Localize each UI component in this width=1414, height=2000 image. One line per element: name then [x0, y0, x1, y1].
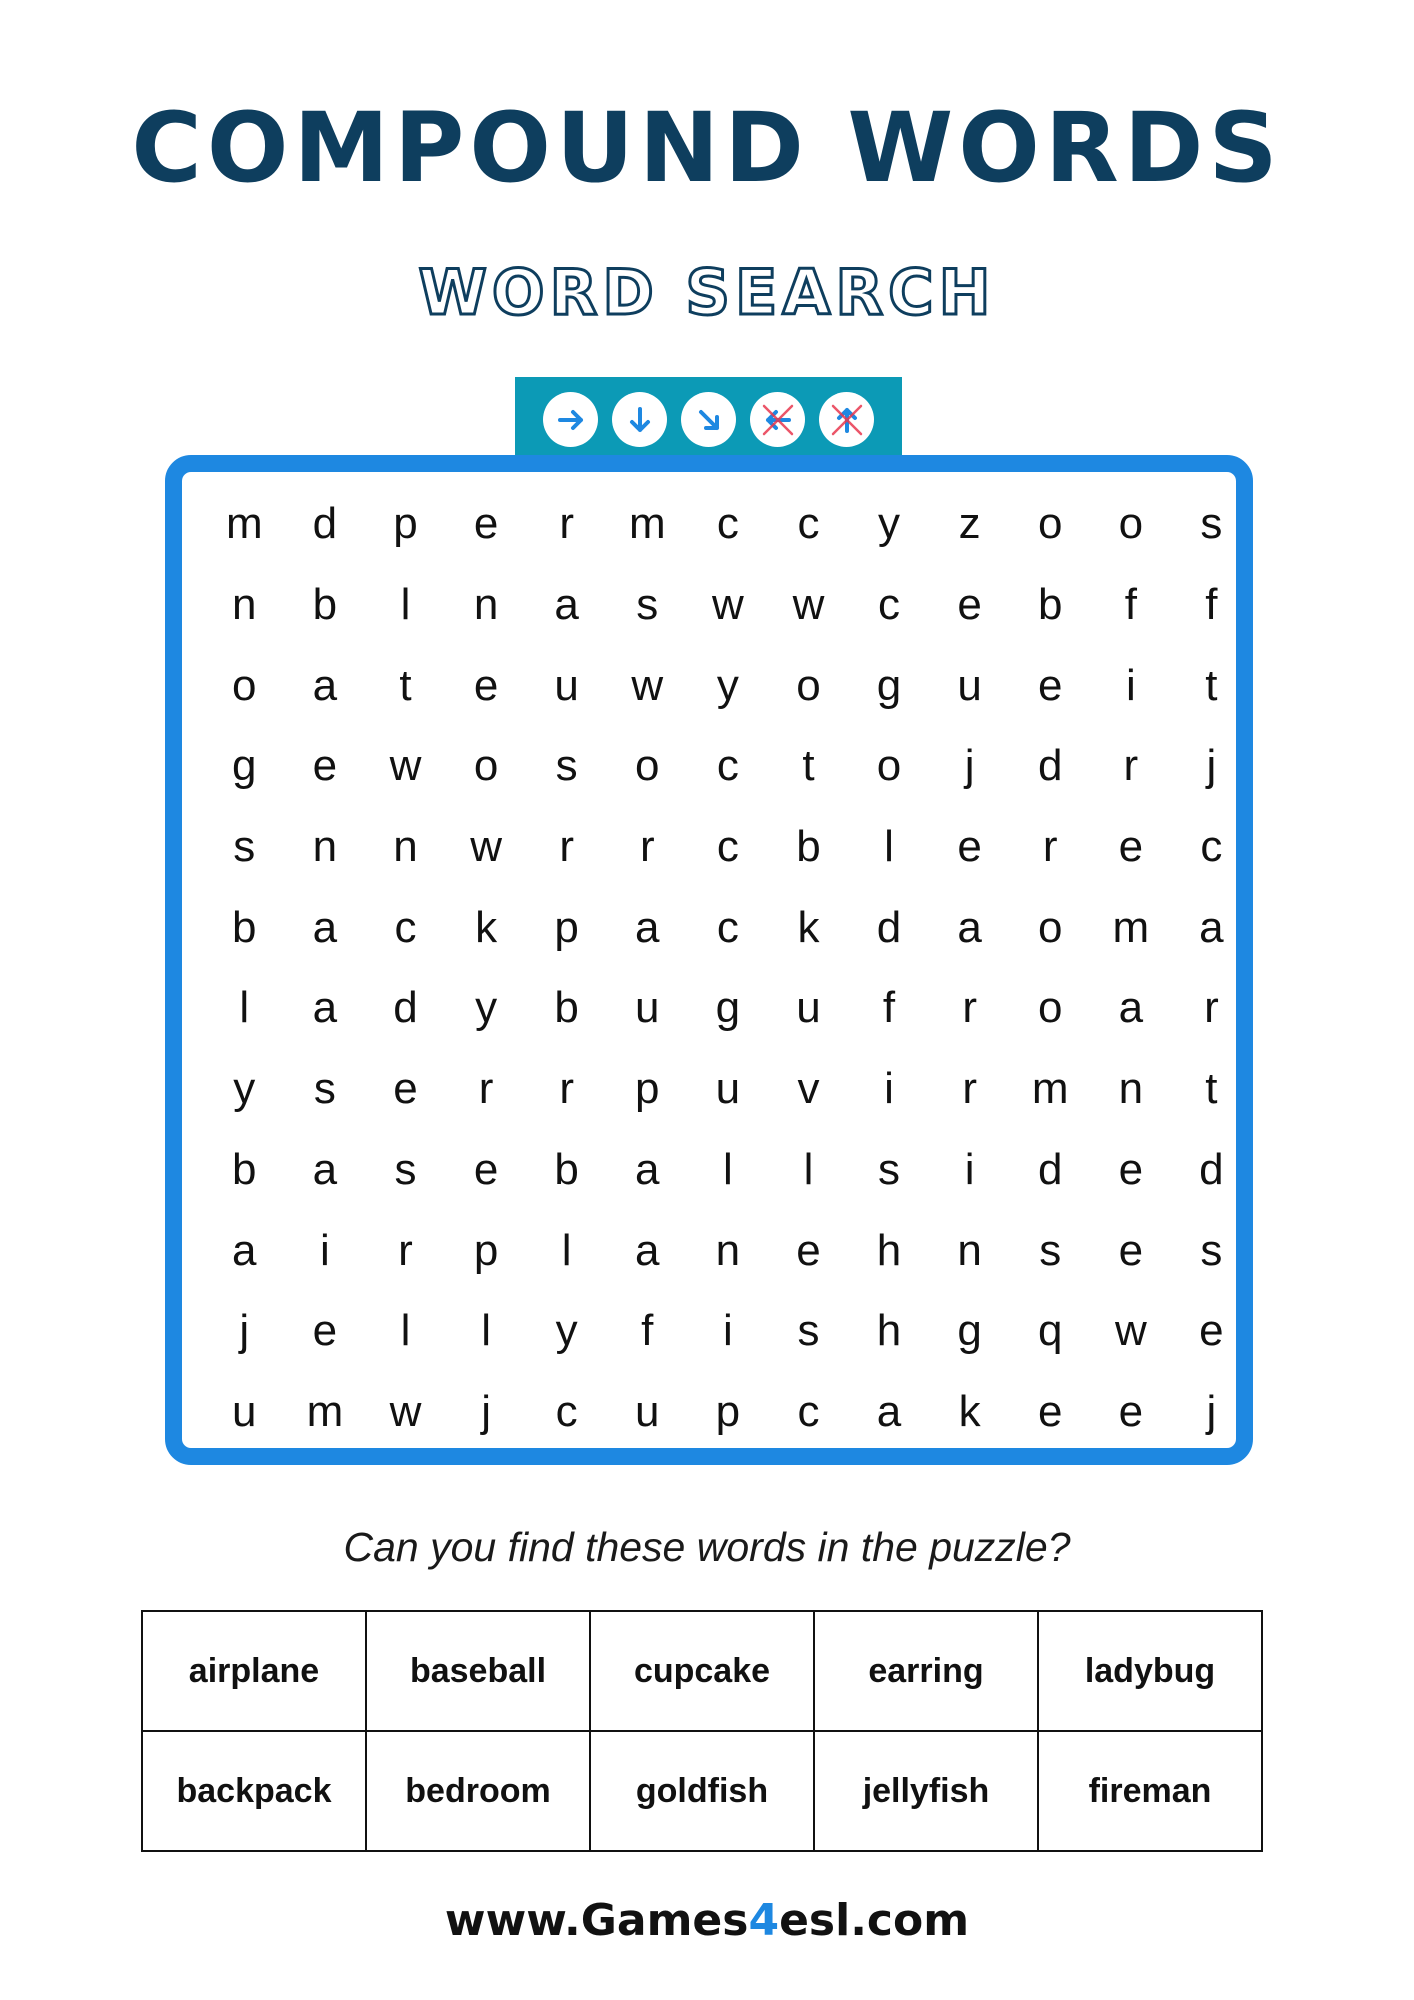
grid-letter: s: [1200, 1225, 1223, 1275]
grid-letter: a: [635, 1144, 660, 1194]
grid-letter: p: [393, 499, 418, 549]
grid-letter: a: [1199, 902, 1224, 952]
grid-letter: q: [1037, 1306, 1063, 1356]
grid-letter: m: [1031, 1064, 1069, 1114]
grid-letter: s: [1200, 499, 1223, 549]
grid-letter: o: [232, 660, 257, 710]
grid-letter: s: [797, 1306, 820, 1356]
grid-letter: p: [554, 902, 579, 952]
grid-letter: s: [555, 741, 578, 791]
grid-letter: r: [1204, 983, 1219, 1033]
grid-letter: n: [957, 1225, 982, 1275]
grid-letter: a: [232, 1225, 257, 1275]
grid-letter: b: [232, 1144, 257, 1194]
site-url: [0, 1895, 1414, 1946]
grid-letter: o: [635, 741, 660, 791]
grid-letter: a: [312, 902, 338, 952]
grid-letter: b: [554, 983, 579, 1033]
grid-letter: r: [962, 1064, 977, 1114]
grid-letter: o: [1118, 499, 1144, 549]
arrow-down-icon: [612, 392, 667, 447]
word-item: goldfish: [590, 1731, 814, 1851]
grid-letter: g: [957, 1306, 982, 1356]
word-item: earring: [814, 1611, 1038, 1731]
grid-letter: r: [1042, 822, 1058, 872]
grid-letter: r: [559, 1064, 574, 1114]
instructions: Can you find these words in the puzzle?: [343, 1524, 1071, 1570]
grid-letter: h: [876, 1225, 902, 1275]
grid-letter: y: [716, 660, 739, 710]
grid-letter: r: [559, 822, 574, 872]
grid-letter: r: [478, 1064, 494, 1114]
grid-letter: e: [473, 1144, 499, 1194]
grid-letter: y: [475, 983, 498, 1033]
site-url-suffix: esl.com: [779, 1895, 970, 1946]
arrow-up-disallowed-icon: [819, 392, 874, 447]
grid-letter: e: [1037, 660, 1063, 710]
grid-letter: c: [716, 822, 739, 872]
grid-letter: d: [312, 499, 338, 549]
grid-letter: c: [716, 741, 739, 791]
grid-letter: d: [1037, 741, 1063, 791]
grid-letter: u: [554, 660, 579, 710]
grid-letter: z: [958, 499, 981, 549]
grid-letter: p: [715, 1386, 741, 1436]
grid-letter: a: [876, 1386, 902, 1436]
arrow-right-icon: [543, 392, 598, 447]
grid-letter: e: [957, 580, 982, 630]
word-item: backpack: [142, 1731, 366, 1851]
grid-letter: r: [1123, 741, 1139, 791]
grid-letter: n: [232, 580, 257, 630]
grid-letter: f: [1124, 580, 1137, 630]
word-item: ladybug: [1038, 1611, 1262, 1731]
grid-letter: a: [312, 983, 338, 1033]
grid-letter: k: [475, 902, 498, 952]
grid-letter: d: [876, 902, 902, 952]
grid-letter: h: [876, 1306, 902, 1356]
grid-letter: y: [555, 1306, 578, 1356]
grid-letter: d: [1037, 1144, 1063, 1194]
grid-letter: c: [797, 1386, 820, 1436]
grid-letter: o: [876, 741, 902, 791]
grid-letter: n: [312, 822, 338, 872]
grid-letter: c: [1200, 822, 1223, 872]
grid-letter: t: [399, 660, 412, 710]
grid-letter: i: [884, 1064, 894, 1114]
grid-letter: c: [716, 902, 739, 952]
grid-letter: s: [636, 580, 659, 630]
grid-letter: c: [394, 902, 417, 952]
grid-letter: l: [803, 1144, 814, 1194]
grid-letter: b: [1037, 580, 1063, 630]
grid-letter: l: [400, 580, 411, 630]
grid-letter: m: [1112, 902, 1150, 952]
page-title: COMPOUND WORDS: [131, 92, 1283, 204]
grid-letter: a: [1118, 983, 1144, 1033]
grid-letter: j: [1206, 741, 1217, 791]
grid-letter: w: [1114, 1306, 1147, 1356]
grid-letter: e: [1118, 822, 1144, 872]
puzzle-grid-frame: [165, 455, 1253, 1465]
grid-letter: a: [635, 1225, 660, 1275]
grid-letter: e: [393, 1064, 418, 1114]
grid-letter: d: [1199, 1144, 1224, 1194]
word-row: [142, 1731, 1262, 1851]
grid-letter: l: [481, 1306, 491, 1356]
grid-letter: w: [389, 741, 422, 791]
grid-letter: s: [394, 1144, 417, 1194]
grid-letter: u: [957, 660, 982, 710]
grid-letter: k: [797, 902, 820, 952]
grid-letter: c: [797, 499, 820, 549]
grid-letter: s: [313, 1064, 336, 1114]
grid-letter: e: [1037, 1386, 1063, 1436]
grid-letter: a: [312, 1144, 338, 1194]
grid-letter: n: [1118, 1064, 1144, 1114]
grid-letter: d: [393, 983, 418, 1033]
grid-letter: u: [635, 983, 660, 1033]
grid-letter: f: [882, 983, 896, 1033]
grid-letter: i: [722, 1306, 733, 1356]
grid-letter: w: [792, 580, 825, 630]
letter-grid: [204, 484, 1252, 1452]
grid-letter: t: [1205, 1064, 1218, 1114]
page-subtitle: WORD SEARCH: [418, 256, 996, 329]
word-item: fireman: [1038, 1731, 1262, 1851]
grid-letter: y: [878, 499, 901, 549]
grid-letter: b: [232, 902, 257, 952]
grid-letter: e: [1118, 1386, 1144, 1436]
grid-letter: b: [312, 580, 338, 630]
grid-letter: u: [635, 1386, 660, 1436]
grid-letter: j: [964, 741, 975, 791]
word-item: airplane: [142, 1611, 366, 1731]
grid-letter: e: [312, 741, 338, 791]
grid-letter: o: [1037, 902, 1063, 952]
grid-letter: j: [1206, 1386, 1217, 1436]
grid-letter: f: [1205, 580, 1218, 630]
grid-letter: l: [884, 822, 894, 872]
grid-letter: r: [559, 499, 574, 549]
word-item: bedroom: [366, 1731, 590, 1851]
grid-letter: c: [878, 580, 901, 630]
grid-letter: e: [1199, 1306, 1224, 1356]
grid-letter: v: [797, 1064, 820, 1114]
grid-letter: l: [722, 1144, 733, 1194]
grid-letter: o: [473, 741, 499, 791]
grid-letter: w: [389, 1386, 422, 1436]
grid-letter: n: [715, 1225, 741, 1275]
grid-letter: g: [232, 741, 257, 791]
grid-letter: c: [716, 499, 739, 549]
word-list-table: [141, 1610, 1263, 1852]
grid-letter: l: [400, 1306, 411, 1356]
grid-letter: j: [481, 1386, 491, 1436]
site-url-number: 4: [748, 1895, 780, 1946]
grid-letter: g: [715, 983, 741, 1033]
grid-letter: o: [1037, 983, 1063, 1033]
site-url-prefix: www.Games: [444, 1895, 749, 1946]
grid-letter: g: [876, 660, 902, 710]
grid-letter: i: [320, 1225, 330, 1275]
grid-letter: a: [957, 902, 982, 952]
grid-letter: m: [306, 1386, 344, 1436]
word-item: baseball: [366, 1611, 590, 1731]
grid-letter: i: [964, 1144, 975, 1194]
arrow-left-disallowed-icon: [750, 392, 805, 447]
grid-letter: u: [715, 1064, 741, 1114]
grid-letter: e: [473, 499, 499, 549]
word-row: [142, 1611, 1262, 1731]
grid-letter: r: [639, 822, 655, 872]
grid-letter: n: [473, 580, 499, 630]
grid-letter: e: [1118, 1144, 1144, 1194]
grid-letter: f: [641, 1306, 654, 1356]
arrow-down-right-icon: [681, 392, 736, 447]
grid-letter: l: [561, 1225, 572, 1275]
grid-letter: w: [470, 822, 502, 872]
word-item: jellyfish: [814, 1731, 1038, 1851]
grid-letter: e: [1118, 1225, 1144, 1275]
grid-letter: t: [802, 741, 815, 791]
grid-letter: n: [393, 822, 418, 872]
grid-letter: e: [473, 660, 499, 710]
grid-letter: m: [628, 499, 666, 549]
grid-letter: a: [312, 660, 338, 710]
grid-letter: w: [631, 660, 664, 710]
grid-letter: u: [232, 1386, 257, 1436]
grid-letter: e: [957, 822, 982, 872]
grid-letter: o: [796, 660, 821, 710]
grid-letter: l: [239, 983, 250, 1033]
grid-letter: p: [473, 1225, 499, 1275]
grid-letter: t: [1205, 660, 1218, 710]
grid-letter: w: [711, 580, 744, 630]
grid-letter: b: [554, 1144, 579, 1194]
grid-letter: s: [1039, 1225, 1062, 1275]
grid-letter: c: [555, 1386, 578, 1436]
grid-letter: y: [233, 1064, 256, 1114]
grid-letter: o: [1037, 499, 1063, 549]
grid-letter: s: [233, 822, 256, 872]
grid-letter: i: [1125, 660, 1136, 710]
grid-letter: e: [796, 1225, 821, 1275]
grid-letter: b: [796, 822, 821, 872]
grid-letter: a: [554, 580, 579, 630]
grid-letter: s: [878, 1144, 901, 1194]
grid-letter: p: [635, 1064, 660, 1114]
grid-letter: e: [312, 1306, 338, 1356]
grid-letter: r: [398, 1225, 413, 1275]
grid-letter: m: [225, 499, 263, 549]
grid-letter: r: [962, 983, 977, 1033]
grid-letter: a: [635, 902, 660, 952]
grid-letter: j: [239, 1306, 250, 1356]
grid-letter: k: [958, 1386, 981, 1436]
word-item: cupcake: [590, 1611, 814, 1731]
grid-letter: u: [796, 983, 821, 1033]
